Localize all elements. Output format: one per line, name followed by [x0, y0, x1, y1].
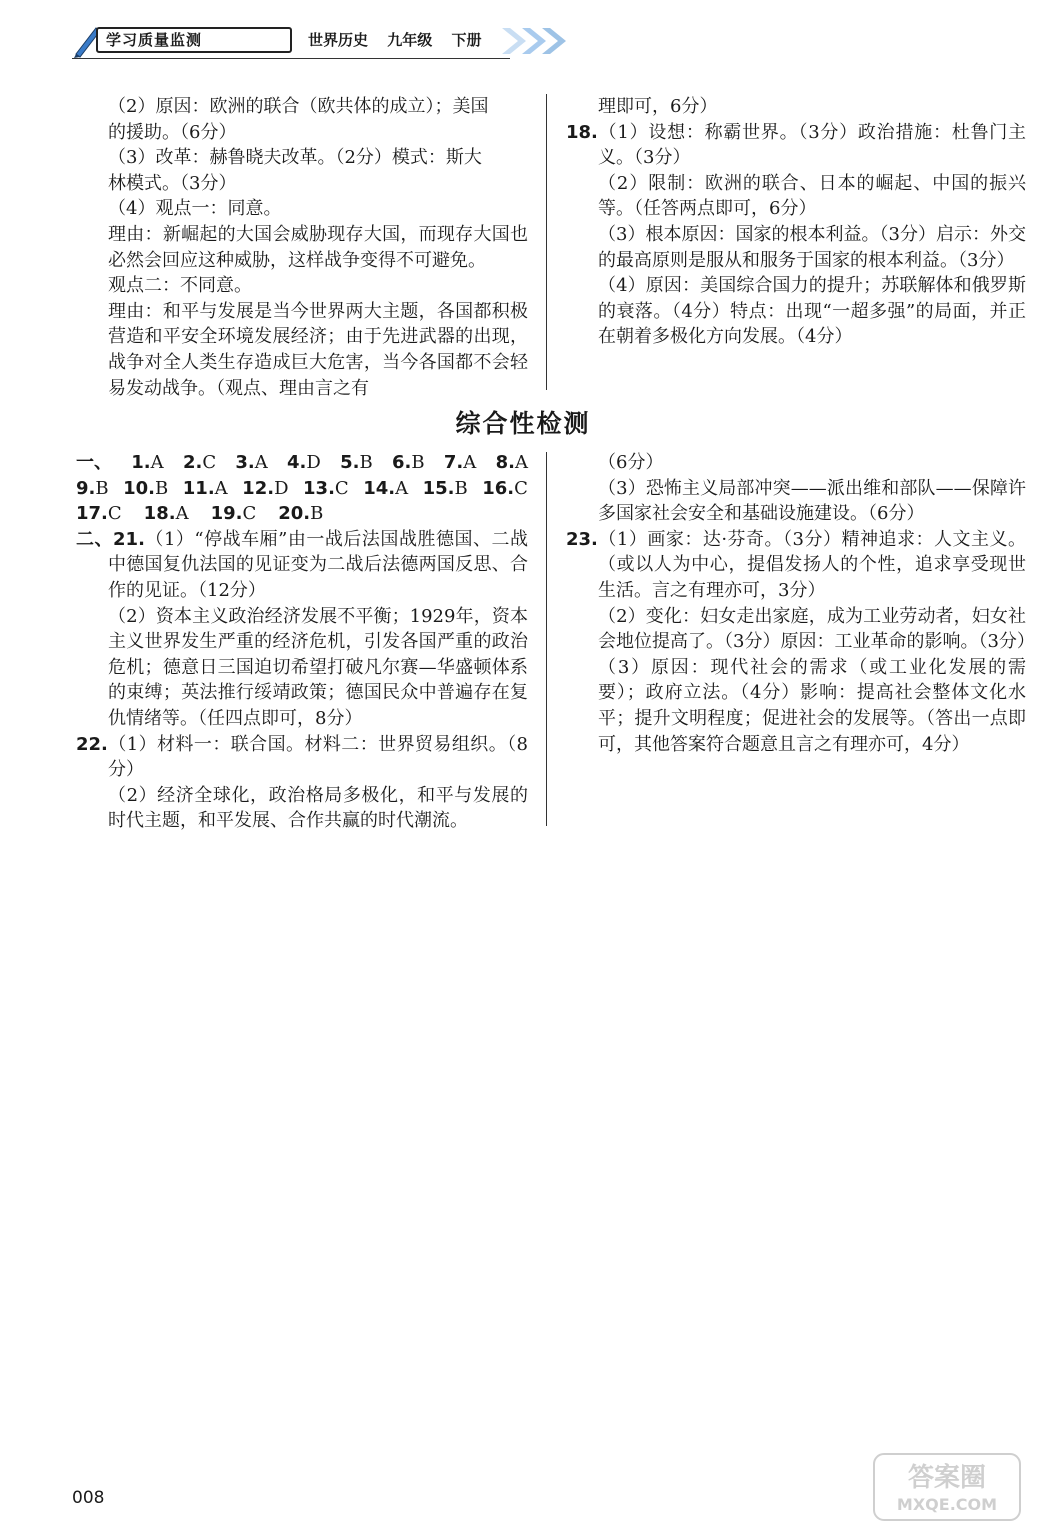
answer-letter: C: [107, 503, 122, 525]
answer-letter: B: [359, 452, 373, 473]
column-divider: [546, 94, 547, 390]
mc-row: [76, 501, 528, 527]
answer-letter: C: [334, 477, 349, 499]
answer-paragraph: （3）根本原因：国家的根本利益。（3分）启示：外交的最高原则是服从和服务于国家的根本利益。（3分）: [598, 223, 1026, 271]
column-divider: [546, 452, 547, 826]
section-title: 综合性检测: [455, 409, 591, 438]
mc-answer: [496, 450, 528, 476]
answer-line: 林模式。（3分）: [108, 172, 237, 194]
mc-answer: [242, 476, 288, 502]
page-number: 008: [72, 1488, 105, 1508]
answer-paragraph: （3）原因：现代社会的需求（或工业化发展的需要）；政府立法。（4分）影响：提高社会整体文化水平；提升文明程度；促进社会的发展等。（答出一点即可，其他答案符合题意且言之有理亦可，4分）: [598, 656, 1026, 755]
question-23: [566, 527, 1026, 604]
top-left-column: [108, 94, 528, 401]
mc-answer: [303, 476, 349, 502]
question-number: 16.: [482, 477, 515, 499]
question-number: 19.: [210, 503, 243, 525]
question-number: 17.: [76, 503, 108, 525]
multiple-choice-answers: [76, 450, 528, 527]
mc-answer: [144, 501, 189, 527]
answer-text: （1）材料一：联合国。材料二：世界贸易组织。（8分）: [107, 733, 528, 781]
watermark-icon: [872, 1452, 1022, 1522]
mc-answer: [444, 450, 476, 476]
answer-paragraph: 理由：新崛起的大国会威胁现存大国，而现存大国也必然会回应这种威胁，这样战争变得不可避免。: [108, 223, 528, 271]
question-number: 1.: [131, 452, 151, 473]
watermark-url: MXQE.COM: [896, 1495, 998, 1514]
watermark-logo: [872, 1452, 1022, 1526]
answer-letter: B: [310, 503, 324, 525]
question-number: 23.: [566, 528, 598, 550]
answer-letter: C: [514, 477, 528, 499]
question-number: 2.: [182, 452, 203, 473]
bottom-left-column: [76, 450, 528, 834]
question-number: 18.: [566, 121, 598, 143]
answer-letter: A: [514, 452, 528, 473]
mc-row: [76, 450, 528, 476]
question-22: [76, 732, 528, 783]
question-21: [76, 527, 528, 604]
mc-answer: [123, 476, 168, 502]
answer-paragraph: （2）经济全球化，政治格局多极化，和平与发展的时代主题，和平发展、合作共赢的时代潮流。: [108, 784, 528, 832]
answer-letter: B: [155, 477, 169, 499]
answer-letter: B: [411, 452, 425, 473]
mc-answer: [392, 450, 425, 476]
question-number: 15.: [422, 477, 455, 499]
answer-line: （2）原因：欧洲的联合（欧共体的成立）；美国: [108, 96, 489, 117]
answer-text: （1）“停战车厢”由一战后法国战胜德国、二战中德国复仇法国的见证变为二战后法德两国反思、合作的见证。（12分）: [108, 528, 529, 601]
question-number: 3.: [235, 452, 255, 473]
answer-letter: A: [175, 503, 189, 525]
mc-row: [76, 476, 528, 502]
subject-line: [308, 28, 496, 52]
answer-letter: A: [254, 452, 268, 473]
mc-answer: [183, 450, 216, 476]
answer-paragraph: （2）资本主义政治经济发展不平衡；1929年，资本主义世界发生严重的经济危机，引发各国严重的政治危机；德意日三国迫切希望打破凡尔赛—华盛顿体系的束缚；英法推行绥靖政策；德国民众中普遍存在复仇情绪等。（任四点即可，8分）: [108, 605, 528, 729]
question-number: 7.: [443, 452, 464, 473]
answer-letter: C: [242, 503, 257, 525]
answer-paragraph: 理由：和平与发展是当今世界两大主题，各国都积极营造和平安全环境发展经济；由于先进武器的出现，战争对全人类生存造成巨大危害，当今各国都不会轻易发动战争。（观点、理由言之有: [108, 300, 528, 399]
mc-answer: [340, 450, 373, 476]
answer-paragraph: （4）原因：美国综合国力的提升；苏联解体和俄罗斯的衰落。（4分）特点：出现“一超多强”的局面，并正在朝着多极化方向发展。（4分）: [598, 275, 1026, 348]
mc-answer: [482, 476, 528, 502]
answer-paragraph: （2）变化：妇女走出家庭，成为工业劳动者，妇女社会地位提高了。（3分）原因：工业革命的影响。（3分）: [598, 605, 1035, 653]
answer-line: 的援助。（6分）: [108, 121, 237, 143]
answer-letter: A: [395, 477, 409, 499]
question-number: 8.: [495, 452, 515, 473]
volume-label: 下册: [451, 31, 482, 49]
mc-answer: [235, 450, 267, 476]
part-label: 一、: [76, 452, 112, 473]
question-number: 12.: [242, 477, 275, 499]
answer-letter: B: [95, 477, 109, 499]
grade-label: 九年级: [387, 31, 433, 49]
answer-line: （4）观点一：同意。: [108, 198, 282, 220]
subject-name: 世界历史: [308, 31, 369, 49]
answer-letter: B: [454, 477, 468, 499]
question-number: 5.: [340, 452, 360, 473]
answer-line: 理即可，6分）: [598, 96, 718, 117]
part-label: 二、: [76, 528, 114, 550]
mc-answer: [423, 476, 468, 502]
header-rule: [72, 58, 510, 59]
question-18: [566, 120, 1026, 171]
answer-line: （6分）: [598, 452, 664, 473]
question-number: 9.: [76, 477, 96, 499]
mc-answer: [363, 476, 408, 502]
mc-answer: [287, 450, 321, 476]
answer-letter: A: [150, 452, 164, 473]
question-number: 13.: [303, 477, 335, 499]
question-number: 4.: [287, 452, 307, 473]
question-number: 21.: [113, 528, 145, 550]
answer-paragraph: （3）恐怖主义局部冲突——派出维和部队——保障许多国家社会安全和基础设施建设。（6分）: [598, 477, 1026, 525]
answer-letter: D: [306, 452, 321, 473]
series-badge: 学习质量监测: [96, 27, 292, 53]
mc-answer: [76, 501, 122, 527]
question-number: 11.: [182, 477, 215, 499]
answer-letter: D: [274, 477, 289, 499]
answer-letter: A: [463, 452, 477, 473]
mc-answer: [131, 450, 163, 476]
answer-letter: A: [214, 477, 228, 499]
mc-answer: [183, 476, 228, 502]
answer-text: （1）画家：达·芬奇。（3分）精神追求：人文主义。（或以人为中心，提倡发扬人的个性，追求享受现世生活。言之有理亦可，3分）: [597, 528, 1026, 601]
answer-letter: C: [202, 452, 217, 473]
mc-answer: [278, 501, 323, 527]
answer-line: 观点二：不同意。: [108, 275, 252, 297]
question-number: 6.: [392, 452, 412, 473]
mc-answer: [211, 501, 257, 527]
answer-text: （1）设想：称霸世界。（3分）政治措施：杜鲁门主义。（3分）: [597, 121, 1026, 169]
mc-answer: [76, 476, 109, 502]
answer-paragraph: （2）限制：欧洲的联合、日本的崛起、中国的振兴等。（任答两点即可，6分）: [598, 172, 1026, 220]
watermark-text: 答案圈: [907, 1463, 987, 1493]
question-number: 18.: [143, 503, 176, 525]
question-number: 22.: [76, 733, 108, 755]
question-number: 20.: [278, 503, 311, 525]
question-number: 14.: [363, 477, 396, 499]
chevron-arrows-icon: [502, 26, 582, 56]
question-number: 10.: [123, 477, 156, 499]
answer-line: （3）改革：赫鲁晓夫改革。（2分）模式：斯大: [108, 147, 482, 169]
top-right-column: [566, 94, 1026, 350]
bottom-right-column: [566, 450, 1035, 757]
page-header: [72, 24, 512, 58]
